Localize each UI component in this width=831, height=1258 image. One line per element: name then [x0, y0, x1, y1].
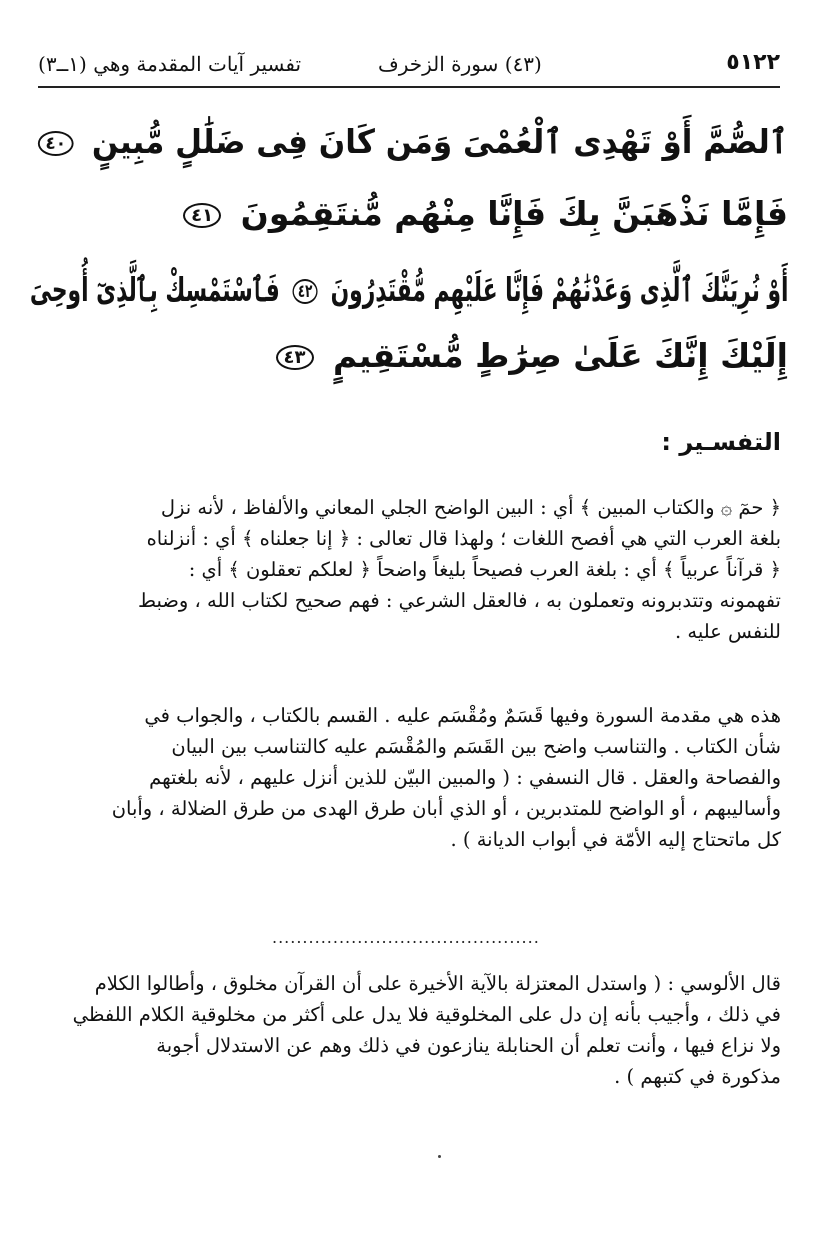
verse-text: ٱلصُّمَّ أَوْ تَهْدِى ٱلْعُمْىَ وَمَن كَانَ فِى ضَلَٰلٍ مُّبِينٍ [91, 122, 789, 161]
tafsir-heading: التفسـير : [661, 428, 781, 456]
verse-text: فَإِمَّا نَذْهَبَنَّ بِكَ فَإِنَّا مِنْهُم مُّنتَقِمُونَ [240, 194, 788, 233]
tafsir-paragraph-3 [39, 968, 781, 1092]
verse-line [29, 270, 788, 309]
text-line: وأساليبهم ، أو الواضح للمتدبرين ، أو الذي أبان طرق الهدى من طرق الضلالة ، وأبان [111, 797, 781, 820]
verse-text: فَٱسْتَمْسِكْ بِٱلَّذِىٓ أُوحِىَ [29, 270, 280, 309]
verse-number: ٤٣ [276, 345, 314, 370]
page-header [38, 48, 780, 86]
verse-text: أَوْ نُرِيَنَّكَ ٱلَّذِى وَعَدْنَٰهُمْ فَإِنَّا عَلَيْهِم مُّقْتَدِرُونَ [330, 270, 788, 309]
verse-number: ٤٠ [38, 131, 74, 156]
verse-number: ٤٢ [292, 279, 317, 304]
text-line: تفهمونه وتتدبرونه وتعملون به ، فالعقل الشرعي : فهم صحيح لكتاب الله ، وضبط [137, 589, 781, 612]
surah-title: (٤٣) سورة الزخرف [378, 52, 542, 76]
text-line: مذكورة في كتبهم ) . [614, 1065, 781, 1088]
section-title: تفسير آيات المقدمة وهي (١ــ٣) [38, 52, 302, 76]
verse-line [175, 194, 788, 233]
text-line: والفصاحة والعقل . قال النسفي : ( والمبين البيّن للذين أنزل عليهم ، لأنه بلغتهم [149, 766, 781, 789]
verse-text: إِلَيْكَ إِنَّكَ عَلَىٰ صِرَٰطٍ مُّسْتَقِيمٍ [333, 336, 788, 375]
text-line: ولا نزاع فيها ، وأنت تعلم أن الحنابلة ينازعون في ذلك وهم عن الاستدلال أجوبة [156, 1034, 781, 1057]
text-line: في ذلك ، وأجيب بأنه إن دل على المخلوقية فلا يدل على أكثر من مخلوقية الكلام اللفظي [72, 1003, 781, 1026]
verse-number: ٤١ [183, 203, 221, 228]
speck-mark [438, 1155, 441, 1158]
text-line: هذه هي مقدمة السورة وفيها قَسَمٌ ومُقْسَم عليه . القسم بالكتاب ، والجواب في [144, 704, 781, 727]
tafsir-paragraph-1 [39, 492, 781, 647]
section-separator: ............................................ [272, 928, 540, 947]
text-line: شأن الكتاب . والتناسب واضح بين القَسَم والمُقْسَم عليه كالتناسب بين البيان [171, 735, 781, 758]
text-line: ﴿ حمٓ ۞ والكتاب المبين ﴾ أي : البين الواضح الجلي المعاني والألفاظ ، لأنه نزل [160, 496, 781, 519]
verse-line [30, 122, 788, 161]
text-line: كل ماتحتاج إليه الأمّة في أبواب الديانة ) . [450, 828, 781, 851]
verse-line [268, 336, 788, 375]
page-number: ٥١٢٢ [726, 50, 780, 75]
text-line: ﴿ قرآناً عربياً ﴾ أي : بلغة العرب فصيحاً بليغاً واضحاً ﴿ لعلكم تعقلون ﴾ أي : [188, 558, 781, 581]
text-line: بلغة العرب التي هي أفصح اللغات ؛ ولهذا قال تعالى : ﴿ إنا جعلناه ﴾ أي : أنزلناه [146, 527, 781, 550]
header-rule [38, 86, 780, 88]
text-line: قال الألوسي : ( واستدل المعتزلة بالآية الأخيرة على أن القرآن مخلوق ، وأطالوا الكلام [94, 972, 781, 995]
tafsir-paragraph-2 [39, 700, 781, 855]
text-line: للنفس عليه . [674, 620, 781, 643]
